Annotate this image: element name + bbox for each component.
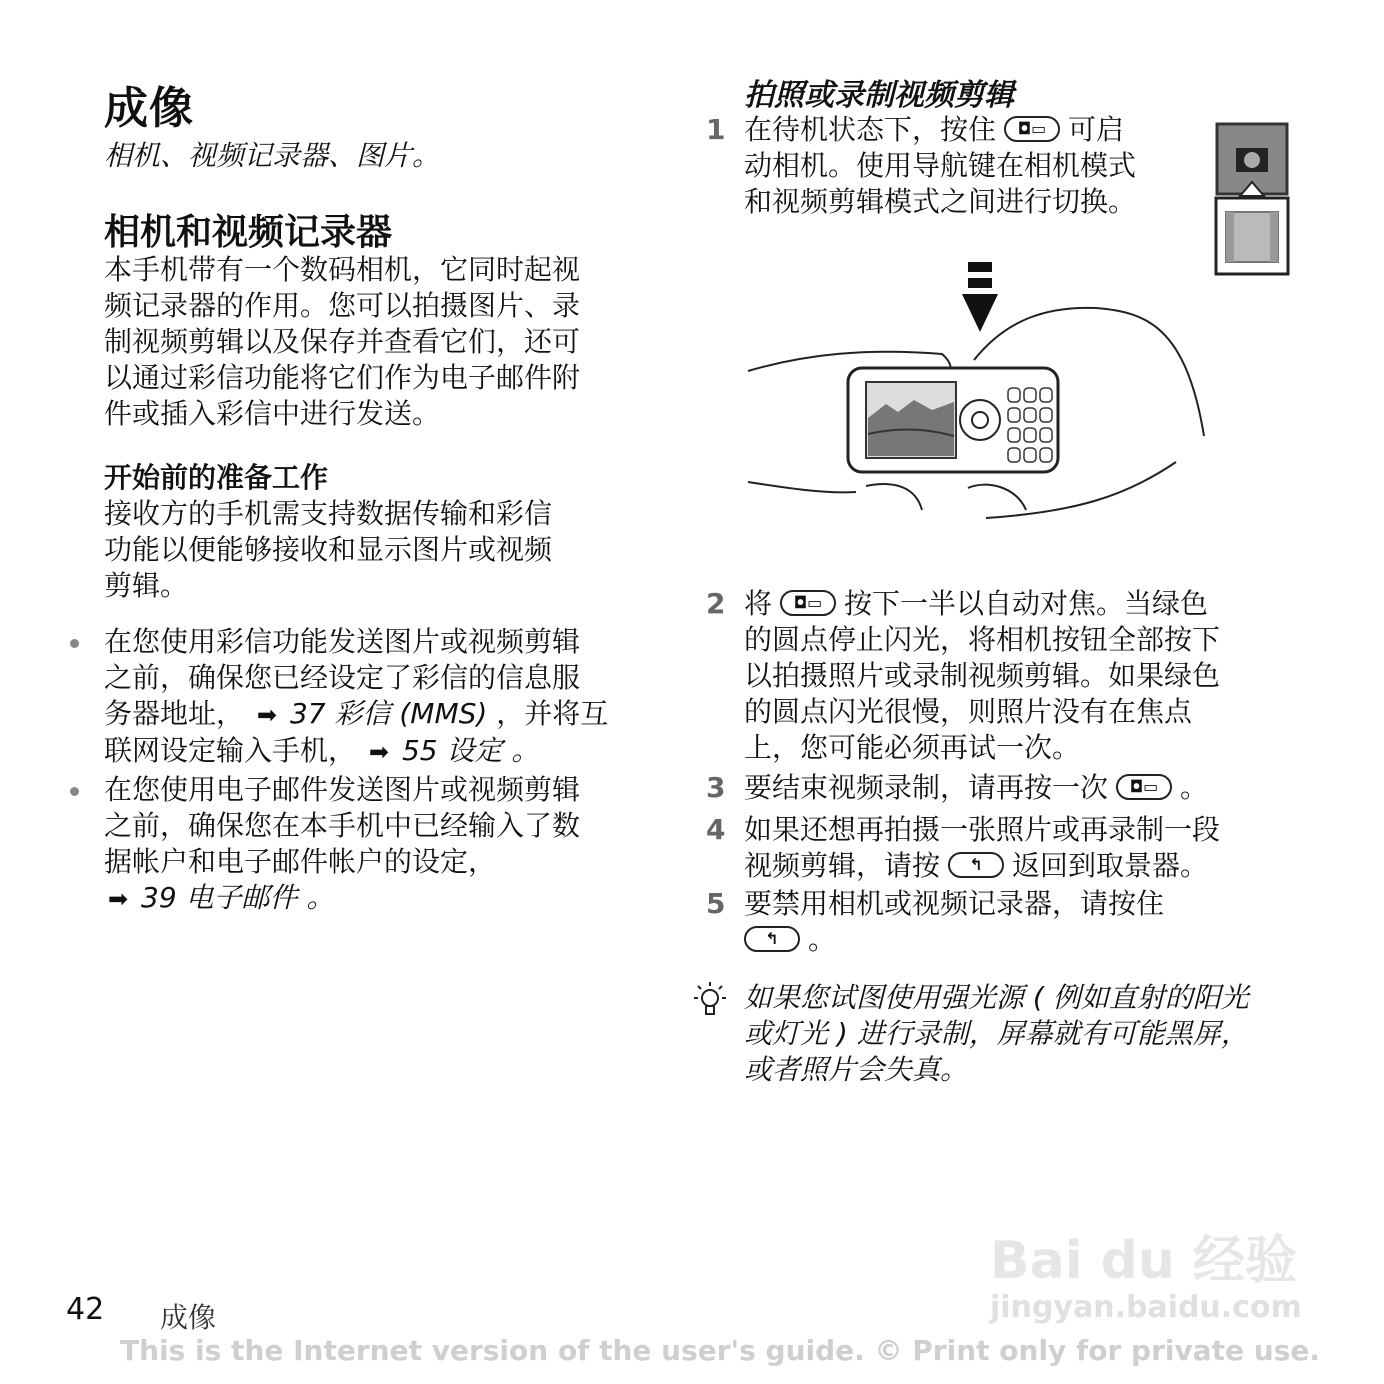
text-fragment: 视频剪辑，请按 <box>744 849 941 882</box>
back-key-icon: ↰ <box>744 926 800 952</box>
text-line: 上，您可能必须再试一次。 <box>744 731 1081 764</box>
bullet-dot <box>70 787 79 796</box>
cross-reference-link[interactable]: 39 电子邮件 <box>141 881 298 914</box>
arrow-right-icon: ➡ <box>368 738 390 766</box>
text-line: 剪辑。 <box>104 569 189 602</box>
text-line: 的圆点闪光很慢，则照片没有在焦点 <box>744 695 1193 728</box>
section-heading: 相机和视频记录器 <box>104 212 393 253</box>
text-line: 要禁用相机或视频记录器，请按住 <box>744 887 1165 920</box>
text-fragment: 在待机状态下，按住 <box>744 113 997 146</box>
text-line: 以通过彩信功能将它们作为电子邮件附 <box>104 361 581 394</box>
text-fragment: 按下一半以自动对焦。当绿色 <box>844 587 1209 620</box>
text-line <box>744 848 1304 884</box>
camera-key-icon: ◘▭ <box>1116 774 1172 800</box>
watermark-brand: Bai du 经验 <box>990 1231 1297 1291</box>
bullet-item <box>70 772 670 917</box>
text-line: 本手机带有一个数码相机，它同时起视 <box>104 253 581 286</box>
page-title: 成像 <box>104 83 194 134</box>
page-subtitle: 相机、视频记录器、图片。 <box>104 139 441 172</box>
text-line: 之前，确保您已经设定了彩信的信息服 <box>104 661 581 694</box>
prep-heading: 开始前的准备工作 <box>104 461 329 494</box>
step-number: 1 <box>706 113 726 146</box>
text-fragment: 返回到取景器。 <box>1012 849 1209 882</box>
step-number: 4 <box>706 813 726 846</box>
text-line: 或灯光 ) 进行录制，屏幕就有可能黑屏， <box>744 1017 1249 1050</box>
prep-paragraph <box>104 496 660 604</box>
text-line: 之前，确保您在本手机中已经输入了数 <box>104 809 581 842</box>
text-line <box>104 733 670 770</box>
back-key-icon: ↰ <box>948 852 1004 878</box>
text-line <box>104 696 670 733</box>
text-line: 如果还想再拍摄一张照片或再录制一段 <box>744 813 1221 846</box>
cross-reference-link[interactable]: 37 彩信 (MMS) <box>289 697 488 730</box>
text-fragment: 。 <box>808 923 837 956</box>
lightbulb-icon <box>690 980 730 1024</box>
text-line <box>744 770 1304 806</box>
cross-reference-link[interactable]: 55 设定 <box>401 734 503 767</box>
legal-notice: This is the Internet version of the user's guide. © Print only for private use. <box>120 1334 1320 1367</box>
tip-note <box>744 980 1304 1088</box>
text-line: 制视频剪辑以及保存并查看它们，还可 <box>104 325 581 358</box>
text-line: 或者照片会失真。 <box>744 1053 969 1086</box>
camera-video-mode-icon <box>1214 122 1290 278</box>
bullet-dot <box>70 639 79 648</box>
text-fragment: ，并将互 <box>496 697 609 730</box>
phone-camera-illustration <box>746 256 1216 536</box>
text-fragment: 。 <box>1180 771 1209 804</box>
text-fragment: 联网设定输入手机， <box>104 734 357 767</box>
bullet-item <box>70 624 670 770</box>
text-line: 件或插入彩信中进行发送。 <box>104 397 441 430</box>
bullet-list <box>70 624 670 919</box>
right-heading: 拍照或录制视频剪辑 <box>744 78 1014 113</box>
arrow-right-icon: ➡ <box>108 885 129 913</box>
text-line <box>744 922 1304 958</box>
text-fragment: 。 <box>306 881 335 914</box>
text-line: 在您使用彩信功能发送图片或视频剪辑 <box>104 625 581 658</box>
text-line: 的圆点停止闪光，将相机按钮全部按下 <box>744 623 1221 656</box>
text-line <box>744 586 1304 622</box>
text-fragment: 务器地址， <box>104 697 245 730</box>
text-fragment: 可启 <box>1068 113 1125 146</box>
text-line <box>744 112 1204 148</box>
text-line: 如果您试图使用强光源 ( 例如直射的阳光 <box>744 981 1249 1014</box>
text-line: 功能以便能够接收和显示图片或视频 <box>104 533 553 566</box>
text-fragment: 要结束视频录制，请再按一次 <box>744 771 1109 804</box>
text-line: 频记录器的作用。您可以拍摄图片、录 <box>104 289 581 322</box>
text-line <box>104 880 670 917</box>
text-line: 以拍摄照片或录制视频剪辑。如果绿色 <box>744 659 1221 692</box>
text-line: 据帐户和电子邮件帐户的设定， <box>104 845 497 878</box>
watermark-url: jingyan.baidu.com <box>990 1290 1302 1325</box>
text-line: 动相机。使用导航键在相机模式 <box>744 149 1137 182</box>
arrow-right-icon: ➡ <box>256 701 278 729</box>
text-line: 在您使用电子邮件发送图片或视频剪辑 <box>104 773 581 806</box>
text-line: 接收方的手机需支持数据传输和彩信 <box>104 497 553 530</box>
step-number: 2 <box>706 587 726 620</box>
text-fragment: 将 <box>744 587 773 620</box>
text-line: 和视频剪辑模式之间进行切换。 <box>744 185 1137 218</box>
footer-section: 成像 <box>160 1301 217 1334</box>
intro-paragraph <box>104 252 660 432</box>
camera-key-icon: ◘▭ <box>1004 116 1060 142</box>
page-number: 42 <box>66 1292 105 1327</box>
camera-key-icon: ◘▭ <box>780 590 836 616</box>
step-number: 3 <box>706 771 726 804</box>
step-number: 5 <box>706 887 726 920</box>
text-fragment: 。 <box>511 734 540 767</box>
